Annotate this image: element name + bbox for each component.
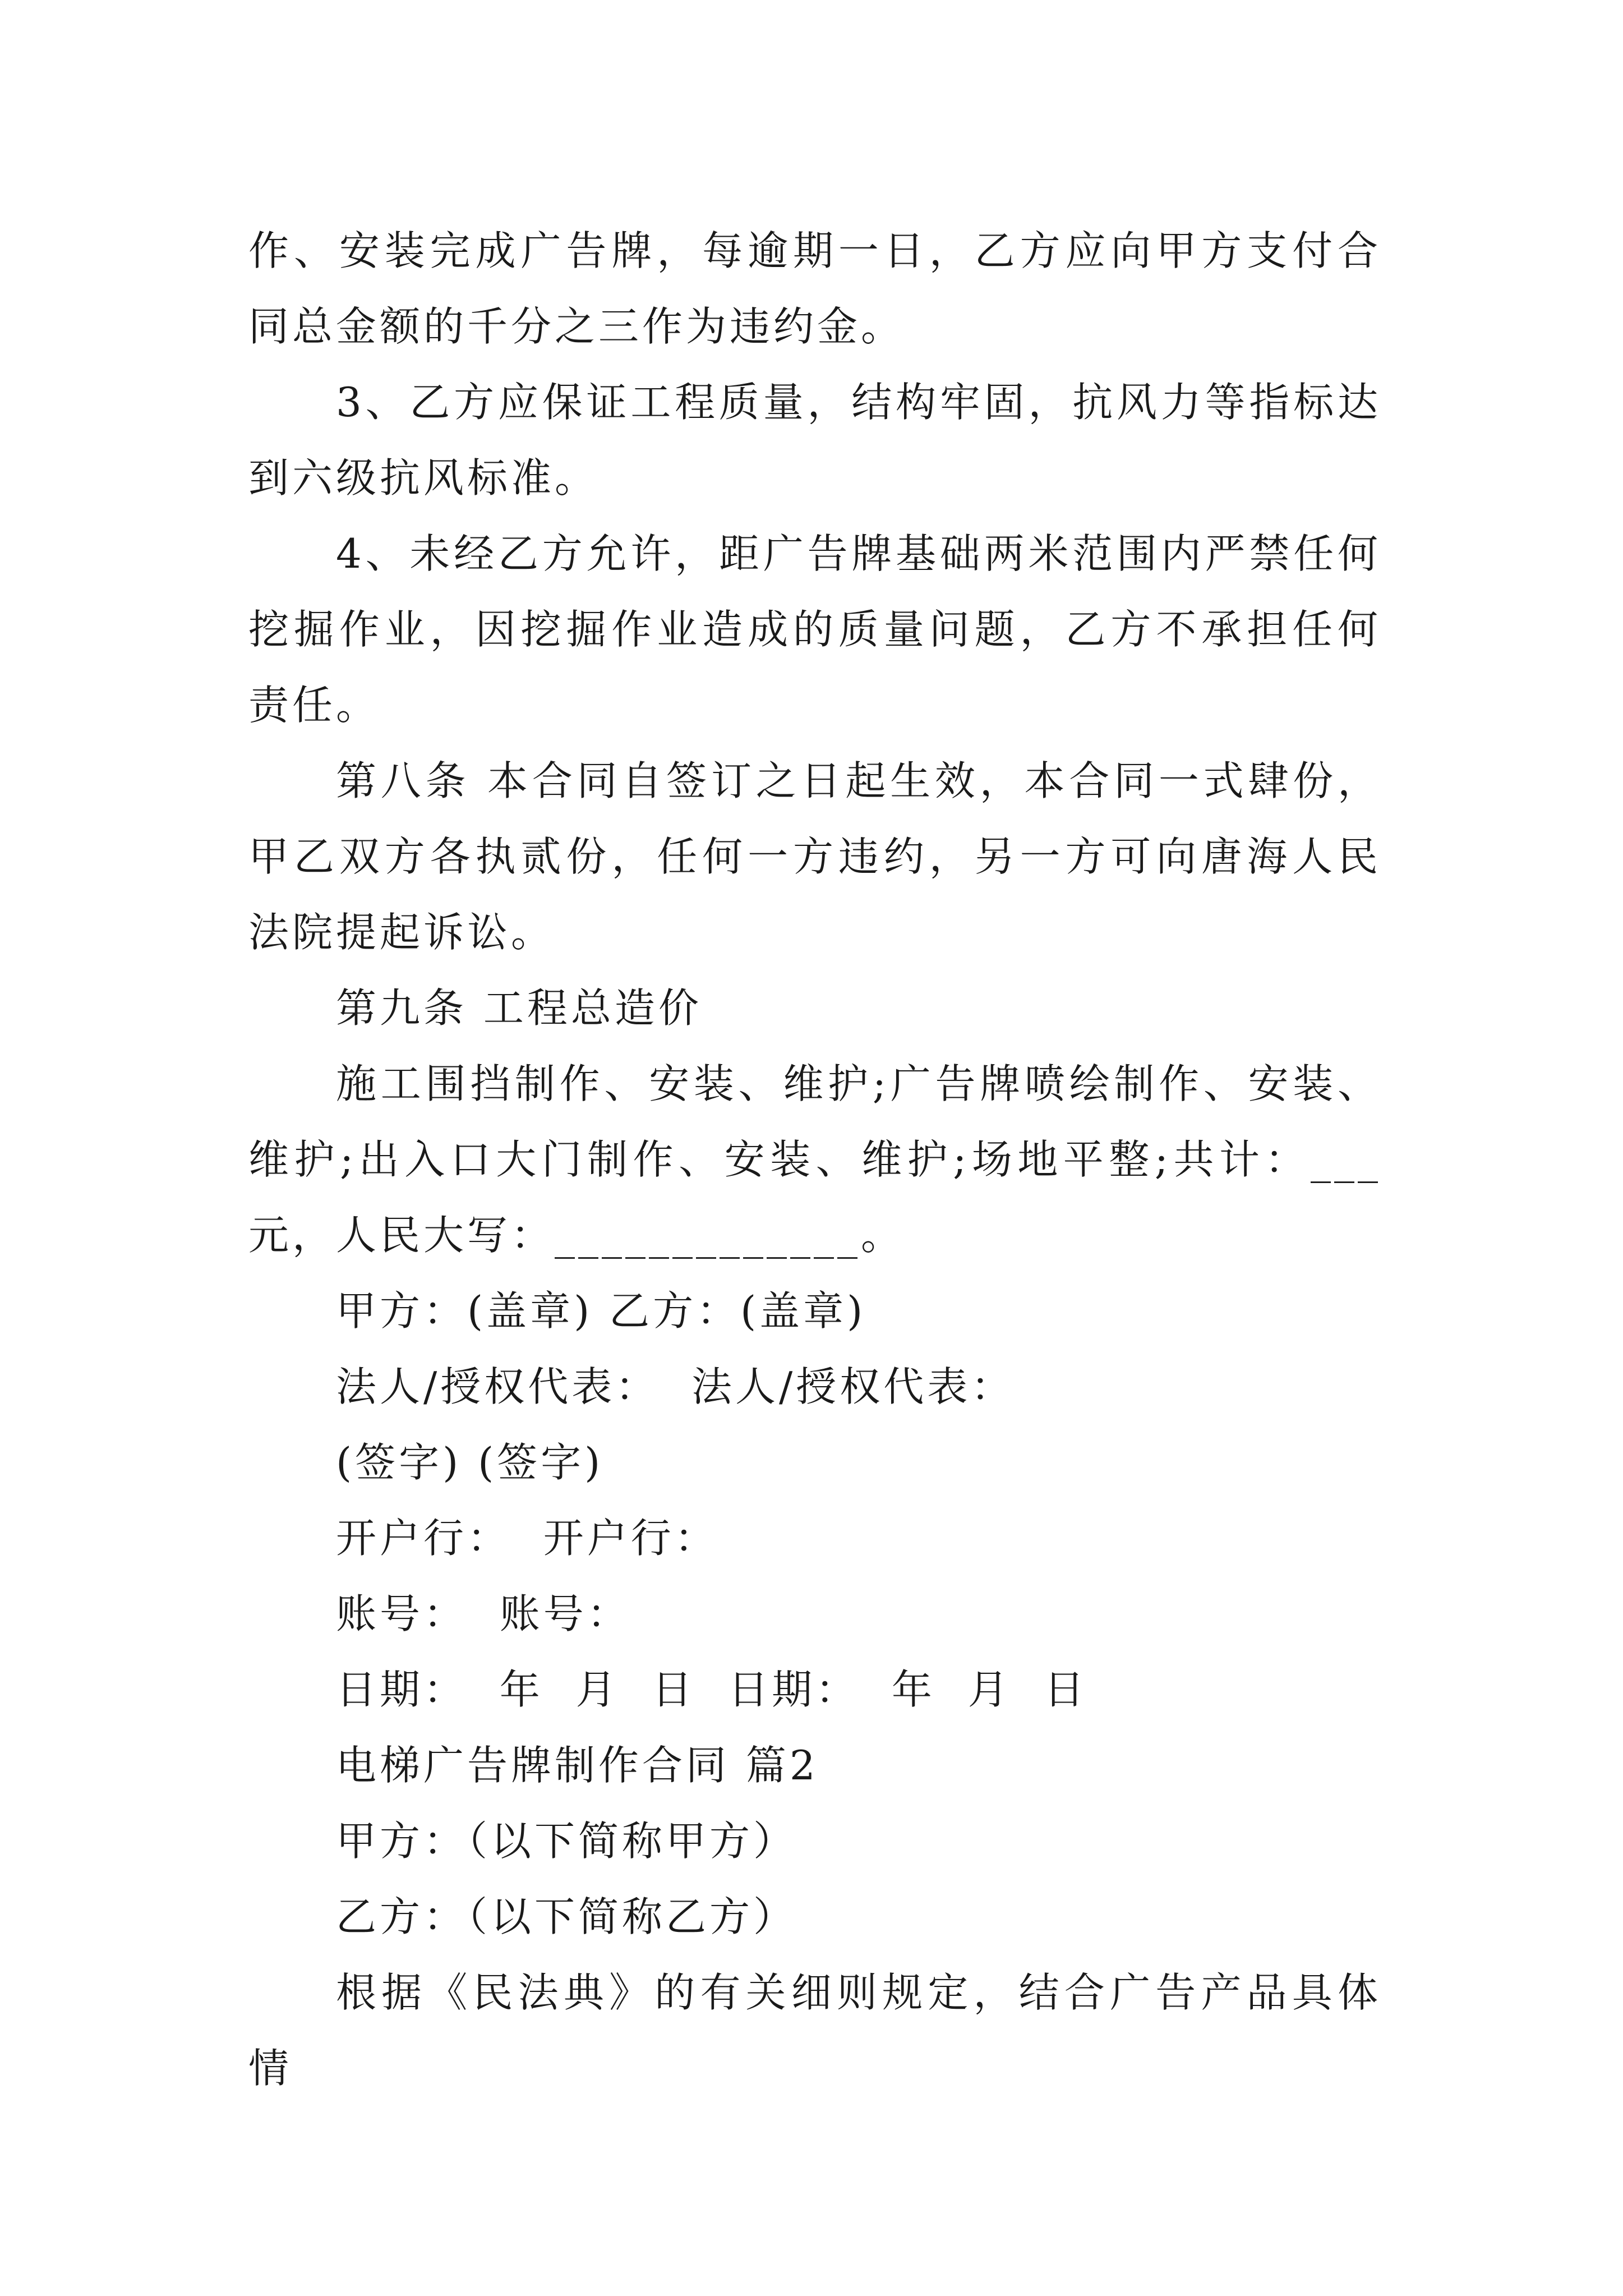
section-title: 电梯广告牌制作合同 篇2 bbox=[336, 1742, 819, 1789]
signature-representative-line: 法人/授权代表： 法人/授权代表： bbox=[336, 1363, 1015, 1410]
signature-seal-line: 甲方：(盖章) 乙方：(盖章) bbox=[336, 1287, 866, 1335]
paragraph-penalty: 作、安装完成广告牌，每逾期一日，乙方应向甲方支付合同总金额的千分之三作为违约金。 bbox=[248, 227, 1381, 350]
paragraph-article-8: 第八条 本合同自签订之日起生效，本合同一式肆份，甲乙双方各执贰份，任何一方违约，另一方可向唐海人民法院提起诉讼。 bbox=[248, 757, 1381, 956]
paragraph-total-cost: 施工围挡制作、安装、维护;广告牌喷绘制作、安装、维护;出入口大门制作、安装、维护;场地平整;共计：___元，人民大写：_____________。 bbox=[248, 1060, 1381, 1259]
party-a-line: 甲方：（以下简称甲方） bbox=[336, 1818, 797, 1865]
paragraph-excavation: 4、未经乙方允许，距广告牌基础两米范围内严禁任何挖掘作业，因挖掘作业造成的质量问题，乙方不承担任何责任。 bbox=[248, 530, 1381, 729]
party-b-line: 乙方：（以下简称乙方） bbox=[336, 1893, 797, 1940]
signature-account-line: 账号： 账号： bbox=[336, 1590, 631, 1637]
signature-bank-line: 开户行： 开户行： bbox=[336, 1515, 718, 1562]
signature-date-line: 日期： 年 月 日 日期： 年 月 日 bbox=[336, 1666, 1088, 1713]
document-body bbox=[248, 213, 1381, 2106]
paragraph-closing: 根据《民法典》的有关细则规定，结合广告产品具体情 bbox=[248, 1969, 1381, 2092]
signature-sign-line: (签字) (签字) bbox=[336, 1439, 604, 1486]
paragraph-article-9-heading: 第九条 工程总造价 bbox=[336, 984, 702, 1032]
paragraph-quality: 3、乙方应保证工程质量，结构牢固，抗风力等指标达到六级抗风标准。 bbox=[248, 379, 1381, 501]
